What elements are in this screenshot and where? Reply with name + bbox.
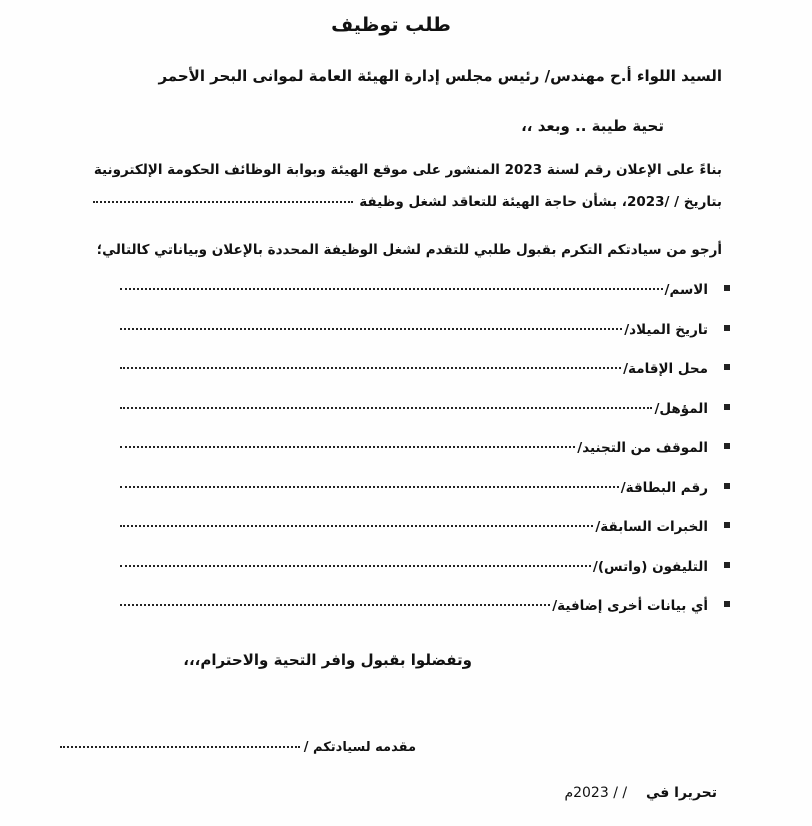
field-phone [120,559,730,599]
announcement-paragraph-line-1: بناءً على الإعلان رقم لسنة 2023 المنشور على موقع الهيئة وبوابة الوظائف الحكومة الإلكترونية [93,162,722,178]
field-qualification [120,401,730,441]
addressee-line: السيد اللواء أ.ح مهندس/ رئيس مجلس إدارة الهيئة العامة لموانى البحر الأحمر [158,67,722,85]
field-label: التليفون (واتس)/ [592,558,708,575]
dated-line [564,785,717,801]
document-title [0,14,812,36]
field-additional-info [120,598,730,638]
submitted-by-line [60,740,416,755]
announcement-paragraph-line-2 [93,194,722,210]
experience-input-line[interactable] [120,525,593,527]
submitted-by-label: مقدمه لسيادتكم / [303,740,416,755]
request-sentence: أرجو من سيادتكم التكرم بقبول طلبي للتقدم لشغل الوظيفة المحددة بالإعلان وبياناتي كالتالي؛ [96,242,722,258]
date-value[interactable]: / / 2023م [564,785,628,801]
phone-input-line[interactable] [120,565,591,567]
id-number-input-line[interactable] [120,486,619,488]
field-military-status [120,440,730,480]
bullet-icon [724,601,730,607]
submitter-name-input-line[interactable] [60,746,300,748]
birth-date-input-line[interactable] [120,328,622,330]
field-id-number [120,480,730,520]
field-label: الاسم/ [664,282,708,298]
bullet-icon [724,325,730,331]
bullet-icon [724,483,730,489]
bullet-icon [724,285,730,291]
military-status-input-line[interactable] [120,446,575,448]
title-text: طلب توظيف [331,14,451,36]
greeting: تحية طيبة .. وبعد ،، [521,117,664,135]
applicant-fields-list [120,282,730,638]
announcement-paragraph-line-2-text: بتاريخ / /2023، بشأن حاجة الهيئة للتعاقد لشغل وظيفة [359,194,722,210]
field-label: محل الإقامة/ [623,361,708,377]
residence-input-line[interactable] [120,367,621,369]
field-label: الخبرات السابقة/ [595,519,708,535]
additional-info-input-line[interactable] [120,604,550,606]
field-birth-date [120,322,730,362]
field-label: المؤهل/ [654,400,708,417]
field-name [120,282,730,322]
field-label: رقم البطاقة/ [620,479,708,496]
field-label: تاريخ الميلاد/ [624,321,708,338]
bullet-icon [724,443,730,449]
closing-remark: وتفضلوا بقبول وافر التحية والاحترام،،، [183,651,472,669]
qualification-input-line[interactable] [120,407,652,409]
field-label: أي بيانات أخرى إضافية/ [552,598,708,614]
job-title-blank[interactable] [93,201,353,203]
field-label: الموقف من التجنيد/ [577,440,708,456]
name-input-line[interactable] [120,288,663,290]
bullet-icon [724,562,730,568]
bullet-icon [724,364,730,370]
field-experience [120,519,730,559]
dated-label: تحريرا في [645,785,717,801]
bullet-icon [724,404,730,410]
bullet-icon [724,522,730,528]
field-residence [120,361,730,401]
